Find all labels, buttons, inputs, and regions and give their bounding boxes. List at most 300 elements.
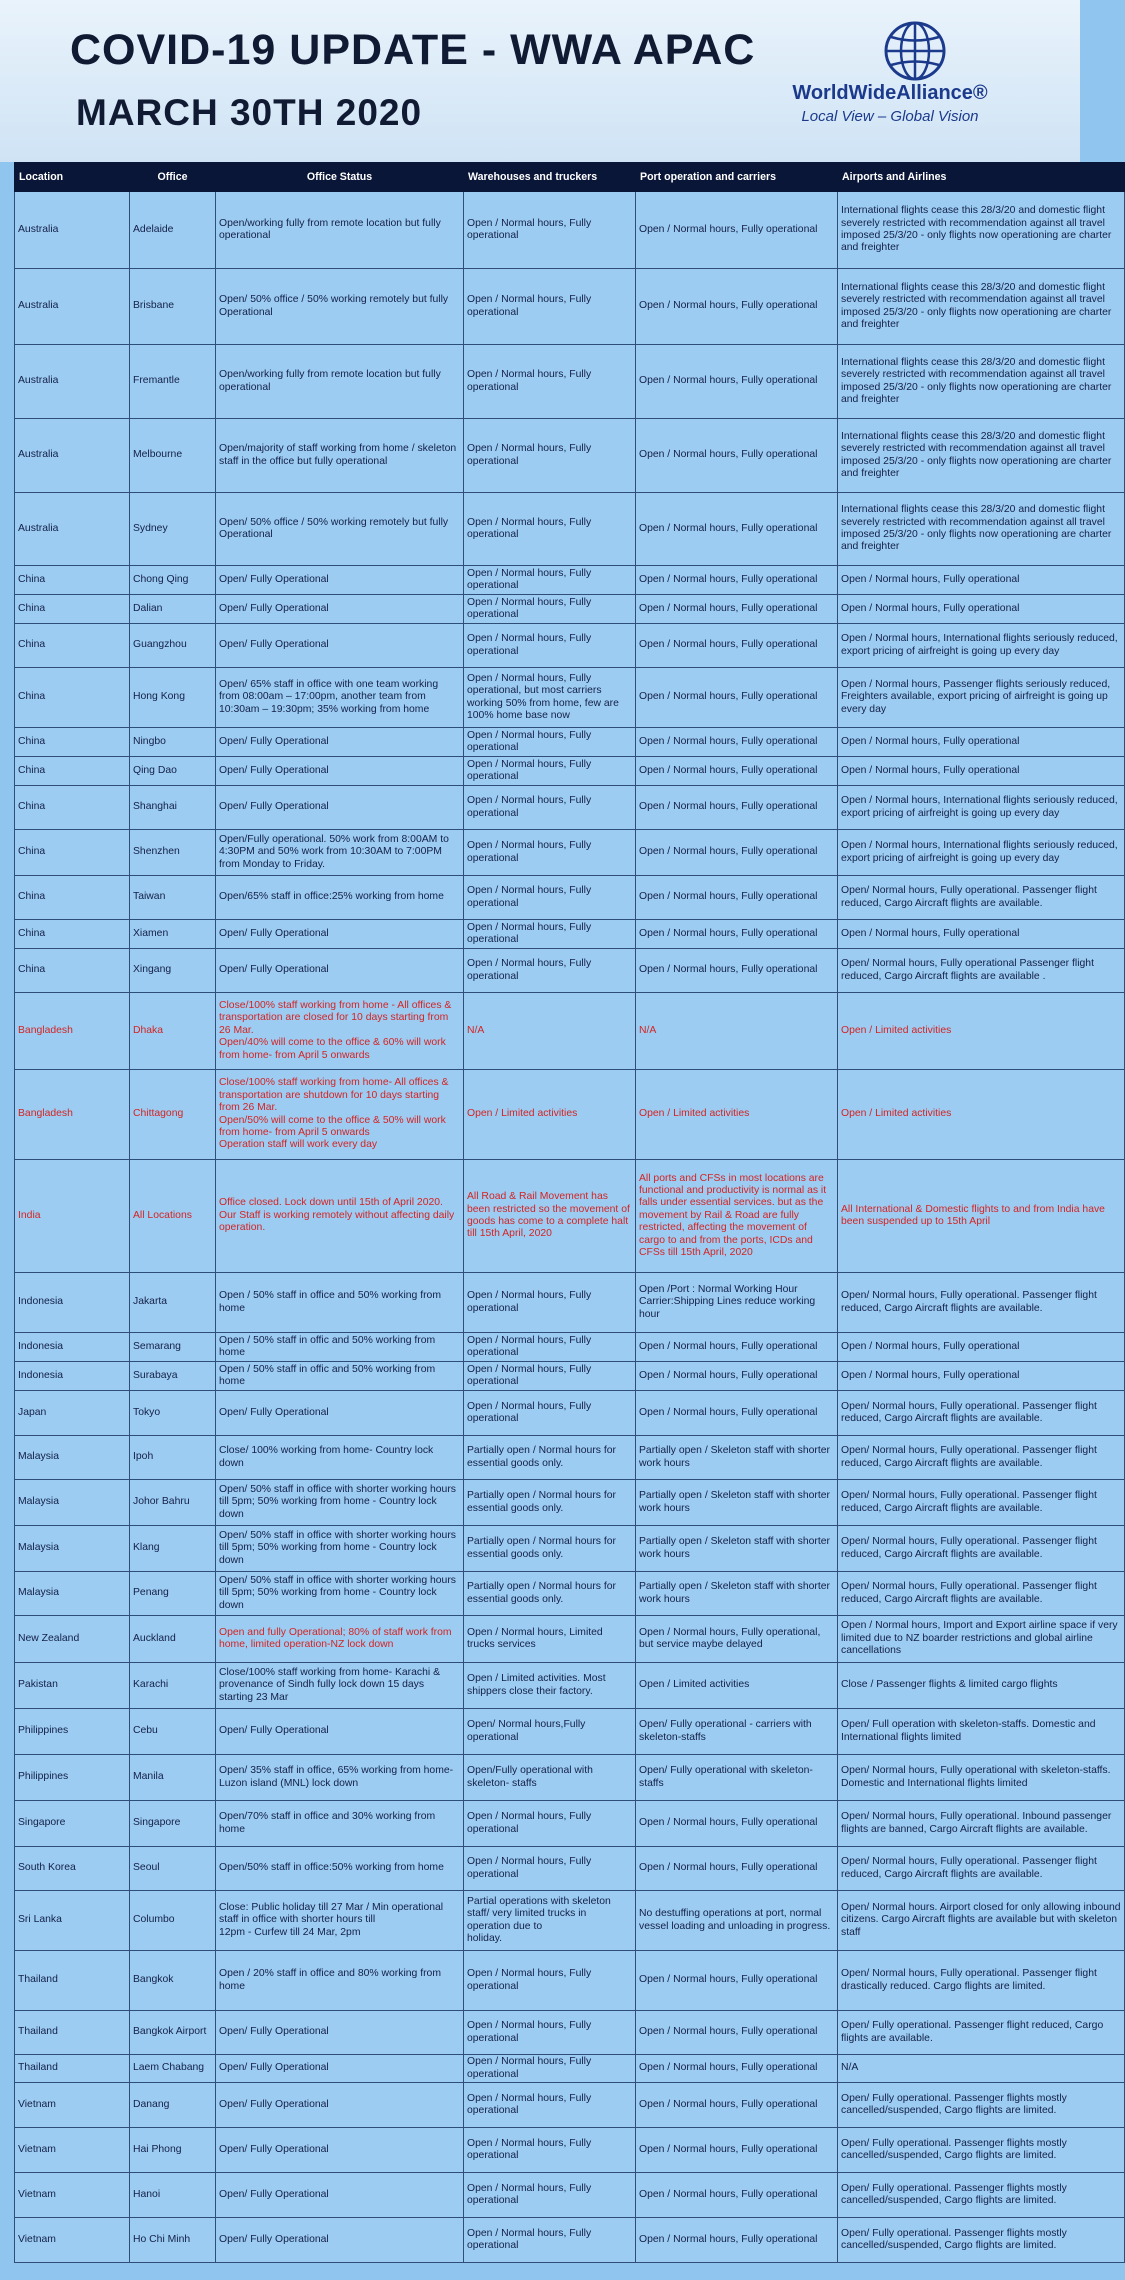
cell-location: Australia [15, 493, 130, 566]
table-body [15, 192, 1125, 2263]
cell-port: Partially open / Skeleton staff with shorter work hours [636, 1480, 838, 1526]
table-row [15, 345, 1125, 419]
cell-office: Guangzhou [130, 624, 216, 668]
cell-airports: International flights cease this 28/3/20 and domestic flight severely restricted with recommendation against all travel imposed 25/3/20 - only flights now operationing are charter and freighter [838, 419, 1125, 493]
cell-location: Indonesia [15, 1362, 130, 1391]
cell-airports: Open/ Normal hours, Fully operational. Passenger flight reduced, Cargo Aircraft flights are available. [838, 1436, 1125, 1480]
cell-airports: Open / Normal hours, Fully operational [838, 1362, 1125, 1391]
cell-location: Pakistan [15, 1663, 130, 1709]
cell-office: Singapore [130, 1801, 216, 1847]
cell-office: Danang [130, 2083, 216, 2128]
cell-location: Vietnam [15, 2173, 130, 2218]
cell-office: Jakarta [130, 1273, 216, 1333]
cell-location: Philippines [15, 1709, 130, 1755]
cell-office-status: Office closed. Lock down until 15th of April 2020. Our Staff is working remotely without affecting daily operation. [216, 1160, 464, 1273]
cell-office: Chittagong [130, 1070, 216, 1160]
cell-airports: Open/ Fully operational. Passenger flights mostly cancelled/suspended, Cargo flights are limited. [838, 2218, 1125, 2263]
cell-port: Open / Normal hours, Fully operational [636, 2011, 838, 2055]
cell-office: Ningbo [130, 728, 216, 757]
cell-location: Thailand [15, 1951, 130, 2011]
cell-office: Semarang [130, 1333, 216, 1362]
cell-port: Open / Normal hours, Fully operational [636, 786, 838, 830]
cell-office-status: Open/ Fully Operational [216, 1709, 464, 1755]
cell-port: Open / Normal hours, Fully operational [636, 949, 838, 993]
cell-warehouses: Open / Normal hours, Fully operational [464, 345, 636, 419]
cell-office-status: Open/ Fully Operational [216, 920, 464, 949]
cell-location: Bangladesh [15, 1070, 130, 1160]
cell-office: Ipoh [130, 1436, 216, 1480]
cell-office-status: Open/ 35% staff in office, 65% working from home- Luzon island (MNL) lock down [216, 1755, 464, 1801]
cell-warehouses: Open / Normal hours, Fully operational [464, 1362, 636, 1391]
cell-airports: Open / Normal hours, Fully operational [838, 728, 1125, 757]
cell-port: Open / Normal hours, Fully operational [636, 269, 838, 345]
cell-port: Open / Normal hours, Fully operational, but service maybe delayed [636, 1616, 838, 1663]
column-header-airports: Airports and Airlines [838, 163, 1125, 192]
cell-location: Vietnam [15, 2083, 130, 2128]
cell-office-status: Open/ Fully Operational [216, 2128, 464, 2173]
cell-office-status: Open/ Fully Operational [216, 757, 464, 786]
cell-warehouses: Open / Normal hours, Fully operational [464, 269, 636, 345]
cell-location: South Korea [15, 1847, 130, 1891]
cell-port: Open / Normal hours, Fully operational [636, 830, 838, 876]
cell-location: China [15, 595, 130, 624]
cell-office-status: Open/ Fully Operational [216, 595, 464, 624]
cell-office: Brisbane [130, 269, 216, 345]
cell-office-status: Open / 50% staff in office and 50% working from home [216, 1273, 464, 1333]
table-row [15, 1847, 1125, 1891]
cell-airports: Open/ Normal hours, Fully operational. Passenger flight reduced, Cargo Aircraft flights are available. [838, 1526, 1125, 1572]
cell-location: China [15, 624, 130, 668]
cell-airports: Open/ Normal hours, Fully operational. Inbound passenger flights are banned, Cargo Aircraft flights are available. [838, 1801, 1125, 1847]
cell-office-status: Open/ 50% staff in office with shorter working hours till 5pm; 50% working from home - Country lock down [216, 1572, 464, 1616]
cell-airports: Open/ Normal hours, Fully operational. Passenger flight drastically reduced. Cargo flights are limited. [838, 1951, 1125, 2011]
cell-port: Open/ Fully operational - carriers with skeleton-staffs [636, 1709, 838, 1755]
cell-office-status: Open and fully Operational; 80% of staff work from home, limited operation-NZ lock down [216, 1616, 464, 1663]
cell-airports: N/A [838, 2055, 1125, 2083]
cell-office: Sydney [130, 493, 216, 566]
table-row [15, 595, 1125, 624]
cell-office-status: Open/ 50% office / 50% working remotely but fully Operational [216, 269, 464, 345]
cell-port: Open / Normal hours, Fully operational [636, 566, 838, 595]
table-row [15, 1362, 1125, 1391]
cell-office-status: Open/50% staff in office:50% working from home [216, 1847, 464, 1891]
cell-airports: Open / Normal hours, International flights seriously reduced, export pricing of airfreight is going up every day [838, 624, 1125, 668]
cell-location: India [15, 1160, 130, 1273]
cell-office-status: Open/ 50% staff in office with shorter working hours till 5pm; 50% working from home - Country lock down [216, 1526, 464, 1572]
cell-port: Open / Normal hours, Fully operational [636, 624, 838, 668]
cell-office-status: Open/ 50% office / 50% working remotely but fully Operational [216, 493, 464, 566]
cell-port: Open/ Fully operational with skeleton-staffs [636, 1755, 838, 1801]
cell-airports: Open/ Normal hours, Fully operational with skeleton-staffs. Domestic and International flights limited [838, 1755, 1125, 1801]
cell-location: Thailand [15, 2055, 130, 2083]
cell-warehouses: Open / Normal hours, Fully operational [464, 2128, 636, 2173]
cell-port: Open / Normal hours, Fully operational [636, 2083, 838, 2128]
table-row [15, 419, 1125, 493]
page-header [0, 0, 1080, 162]
cell-office: Chong Qing [130, 566, 216, 595]
cell-airports: Open/ Normal hours, Fully operational Passenger flight reduced, Cargo Aircraft flights are available . [838, 949, 1125, 993]
cell-warehouses: Open / Normal hours, Fully operational [464, 566, 636, 595]
cell-airports: Open / Normal hours, International flights seriously reduced, export pricing of airfreight is going up every day [838, 830, 1125, 876]
cell-port: Open / Normal hours, Fully operational [636, 2055, 838, 2083]
cell-port: Open / Normal hours, Fully operational [636, 1391, 838, 1436]
cell-office: Cebu [130, 1709, 216, 1755]
cell-airports: International flights cease this 28/3/20 and domestic flight severely restricted with recommendation against all travel imposed 25/3/20 - only flights now operationing are charter and freighter [838, 493, 1125, 566]
cell-office: Manila [130, 1755, 216, 1801]
cell-office: Qing Dao [130, 757, 216, 786]
table-row [15, 2218, 1125, 2263]
cell-airports: Open / Limited activities [838, 993, 1125, 1070]
cell-office: Xiamen [130, 920, 216, 949]
cell-location: Vietnam [15, 2128, 130, 2173]
cell-airports: Open/ Normal hours, Fully operational. Passenger flight reduced, Cargo Aircraft flights are available. [838, 1572, 1125, 1616]
cell-location: Philippines [15, 1755, 130, 1801]
cell-warehouses: Open / Normal hours, Fully operational [464, 2173, 636, 2218]
cell-office: Dalian [130, 595, 216, 624]
brand-logo [770, 18, 1010, 138]
cell-warehouses: Open / Normal hours, Fully operational [464, 624, 636, 668]
table-row [15, 1333, 1125, 1362]
table-row [15, 2055, 1125, 2083]
cell-warehouses: Open / Normal hours, Fully operational [464, 1801, 636, 1847]
cell-office-status: Open/ Fully Operational [216, 786, 464, 830]
cell-office: Shanghai [130, 786, 216, 830]
cell-warehouses: Open / Normal hours, Fully operational [464, 2011, 636, 2055]
cell-port: Open / Normal hours, Fully operational [636, 419, 838, 493]
cell-location: Sri Lanka [15, 1891, 130, 1951]
cell-location: Malaysia [15, 1572, 130, 1616]
cell-port: Open / Normal hours, Fully operational [636, 2218, 838, 2263]
cell-port: Open / Normal hours, Fully operational [636, 2128, 838, 2173]
cell-location: Australia [15, 192, 130, 269]
cell-airports: Open / Normal hours, International flights seriously reduced, export pricing of airfreight is going up every day [838, 786, 1125, 830]
cell-office-status: Open/majority of staff working from home / skeleton staff in the office but fully operational [216, 419, 464, 493]
table-row [15, 1160, 1125, 1273]
column-header-port: Port operation and carriers [636, 163, 838, 192]
cell-port: Open / Normal hours, Fully operational [636, 728, 838, 757]
cell-port: Open / Normal hours, Fully operational [636, 1333, 838, 1362]
cell-location: Australia [15, 419, 130, 493]
cell-office-status: Close: Public holiday till 27 Mar / Min operational staff in office with shorter hours till 12pm - Curfew till 24 Mar, 2pm [216, 1891, 464, 1951]
table-row [15, 1391, 1125, 1436]
cell-office-status: Close/ 100% working from home- Country lock down [216, 1436, 464, 1480]
table-row [15, 1755, 1125, 1801]
cell-office: Columbo [130, 1891, 216, 1951]
cell-office-status: Open/working fully from remote location but fully operational [216, 345, 464, 419]
cell-office: Ho Chi Minh [130, 2218, 216, 2263]
cell-office: Laem Chabang [130, 2055, 216, 2083]
cell-office-status: Close/100% staff working from home - All offices & transportation are closed for 10 days starting from 26 Mar. Open/40% will come to the office & 60% will work from home- from April 5 onwards [216, 993, 464, 1070]
cell-office-status: Open / 50% staff in offic and 50% working from home [216, 1362, 464, 1391]
cell-port: N/A [636, 993, 838, 1070]
cell-office: Bangkok [130, 1951, 216, 2011]
table-row [15, 2173, 1125, 2218]
table-row [15, 493, 1125, 566]
cell-location: China [15, 668, 130, 728]
cell-airports: Open/ Normal hours, Fully operational. Passenger flight reduced, Cargo Aircraft flights are available. [838, 1480, 1125, 1526]
cell-port: Open / Normal hours, Fully operational [636, 493, 838, 566]
cell-location: China [15, 830, 130, 876]
cell-warehouses: Open/Fully operational with skeleton- staffs [464, 1755, 636, 1801]
cell-airports: Open / Normal hours, Fully operational [838, 920, 1125, 949]
cell-location: Bangladesh [15, 993, 130, 1070]
cell-warehouses: Open / Normal hours, Limited trucks services [464, 1616, 636, 1663]
cell-warehouses: Open / Normal hours, Fully operational [464, 757, 636, 786]
cell-port: All ports and CFSs in most locations are functional and productivity is normal as it falls under essential services. but as the movement by Rail & Road are fully restricted, affecting the movement of cargo to and from the ports, ICDs and CFSs till 15th April, 2020 [636, 1160, 838, 1273]
cell-office: All Locations [130, 1160, 216, 1273]
table-row [15, 1436, 1125, 1480]
cell-warehouses: Open / Normal hours, Fully operational [464, 876, 636, 920]
cell-office-status: Open/working fully from remote location but fully operational [216, 192, 464, 269]
cell-location: China [15, 757, 130, 786]
cell-airports: International flights cease this 28/3/20 and domestic flight severely restricted with recommendation against all travel imposed 25/3/20 - only flights now operationing are charter and freighter [838, 192, 1125, 269]
cell-airports: Open/ Normal hours, Fully operational. Passenger flight reduced, Cargo Aircraft flights are available. [838, 876, 1125, 920]
cell-office: Surabaya [130, 1362, 216, 1391]
status-table [14, 162, 1125, 2263]
cell-location: Indonesia [15, 1333, 130, 1362]
cell-airports: Open/ Fully operational. Passenger flight reduced, Cargo flights are available. [838, 2011, 1125, 2055]
cell-office: Karachi [130, 1663, 216, 1709]
cell-warehouses: Open / Normal hours, Fully operational [464, 2218, 636, 2263]
cell-airports: Open / Limited activities [838, 1070, 1125, 1160]
column-header-office: Office [130, 163, 216, 192]
table-row [15, 624, 1125, 668]
cell-airports: Open / Normal hours, Passenger flights seriously reduced, Freighters available, export pricing of airfreight is going up every day [838, 668, 1125, 728]
cell-office: Taiwan [130, 876, 216, 920]
table-row [15, 2083, 1125, 2128]
cell-port: Open /Port : Normal Working Hour Carrier:Shipping Lines reduce working hour [636, 1273, 838, 1333]
cell-port: Partially open / Skeleton staff with shorter work hours [636, 1436, 838, 1480]
page-date: MARCH 30TH 2020 [76, 92, 423, 133]
column-header-office-status: Office Status [216, 163, 464, 192]
table-row [15, 786, 1125, 830]
cell-office-status: Open/Fully operational. 50% work from 8:00AM to 4:30PM and 50% work from 10:30AM to 7:00PM from Monday to Friday. [216, 830, 464, 876]
cell-location: China [15, 566, 130, 595]
table-row [15, 757, 1125, 786]
cell-port: Open / Normal hours, Fully operational [636, 920, 838, 949]
cell-office-status: Open/ 50% staff in office with shorter working hours till 5pm; 50% working from home - Country lock down [216, 1480, 464, 1526]
cell-airports: Close / Passenger flights & limited cargo flights [838, 1663, 1125, 1709]
cell-location: China [15, 786, 130, 830]
cell-office-status: Open/ 65% staff in office with one team working from 08:00am – 17:00pm, another team from 10:30am – 19:30pm; 35% working from home [216, 668, 464, 728]
cell-location: Vietnam [15, 2218, 130, 2263]
cell-warehouses: Open / Normal hours, Fully operational [464, 728, 636, 757]
cell-office-status: Open / 50% staff in offic and 50% working from home [216, 1333, 464, 1362]
cell-office: Adelaide [130, 192, 216, 269]
cell-office: Johor Bahru [130, 1480, 216, 1526]
table-row [15, 1480, 1125, 1526]
cell-warehouses: Open / Normal hours, Fully operational [464, 192, 636, 269]
cell-airports: Open/ Fully operational. Passenger flights mostly cancelled/suspended, Cargo flights are limited. [838, 2173, 1125, 2218]
column-header-warehouses: Warehouses and truckers [464, 163, 636, 192]
cell-warehouses: Open / Normal hours, Fully operational [464, 1333, 636, 1362]
cell-warehouses: Open / Normal hours, Fully operational [464, 786, 636, 830]
table-row [15, 269, 1125, 345]
cell-airports: Open/ Normal hours. Airport closed for only allowing inbound citizens. Cargo Aircraft flights are available but with skeleton staff [838, 1891, 1125, 1951]
column-header-location: Location [15, 163, 130, 192]
cell-office: Shenzhen [130, 830, 216, 876]
cell-office-status: Open/ Fully Operational [216, 566, 464, 595]
cell-warehouses: Open / Normal hours, Fully operational [464, 419, 636, 493]
cell-location: China [15, 920, 130, 949]
cell-location: Australia [15, 345, 130, 419]
cell-location: Australia [15, 269, 130, 345]
cell-office-status: Open/ Fully Operational [216, 949, 464, 993]
cell-port: Open / Normal hours, Fully operational [636, 2173, 838, 2218]
cell-office: Hai Phong [130, 2128, 216, 2173]
table-row [15, 1273, 1125, 1333]
cell-warehouses: Partially open / Normal hours for essential goods only. [464, 1572, 636, 1616]
cell-location: Malaysia [15, 1480, 130, 1526]
cell-airports: Open/ Normal hours, Fully operational. Passenger flight reduced, Cargo Aircraft flights are available. [838, 1847, 1125, 1891]
cell-airports: Open/ Normal hours, Fully operational. Passenger flight reduced, Cargo Aircraft flights are available. [838, 1391, 1125, 1436]
cell-airports: Open/ Fully operational. Passenger flights mostly cancelled/suspended, Cargo flights are limited. [838, 2128, 1125, 2173]
cell-office-status: Open/70% staff in office and 30% working from home [216, 1801, 464, 1847]
cell-location: China [15, 949, 130, 993]
cell-port: Open / Normal hours, Fully operational [636, 1847, 838, 1891]
cell-warehouses: Open / Normal hours, Fully operational [464, 493, 636, 566]
cell-location: China [15, 876, 130, 920]
cell-office: Xingang [130, 949, 216, 993]
table-row [15, 1709, 1125, 1755]
cell-office: Penang [130, 1572, 216, 1616]
table-row [15, 668, 1125, 728]
cell-warehouses: Open / Normal hours, Fully operational [464, 920, 636, 949]
cell-airports: Open / Normal hours, Fully operational [838, 1333, 1125, 1362]
cell-location: Japan [15, 1391, 130, 1436]
cell-warehouses: All Road & Rail Movement has been restricted so the movement of goods has come to a complete halt till 15th April, 2020 [464, 1160, 636, 1273]
table-row [15, 949, 1125, 993]
cell-office-status: Close/100% staff working from home- Karachi & provenance of Sindh fully lock down 15 days starting 23 Mar [216, 1663, 464, 1709]
table-row [15, 1070, 1125, 1160]
cell-port: Partially open / Skeleton staff with shorter work hours [636, 1526, 838, 1572]
cell-location: Singapore [15, 1801, 130, 1847]
cell-warehouses: Open/ Normal hours,Fully operational [464, 1709, 636, 1755]
cell-airports: Open/ Normal hours, Fully operational. Passenger flight reduced, Cargo Aircraft flights are available. [838, 1273, 1125, 1333]
table-row [15, 830, 1125, 876]
cell-port: Open / Normal hours, Fully operational [636, 1951, 838, 2011]
cell-airports: Open / Normal hours, Import and Export airline space if very limited due to NZ boarder restrictions and global airline cancellations [838, 1616, 1125, 1663]
cell-airports: Open / Normal hours, Fully operational [838, 566, 1125, 595]
cell-office: Tokyo [130, 1391, 216, 1436]
cell-port: Open / Limited activities [636, 1663, 838, 1709]
cell-office-status: Open/ Fully Operational [216, 2218, 464, 2263]
table-row [15, 920, 1125, 949]
globe-icon [883, 20, 947, 82]
table-row [15, 1951, 1125, 2011]
cell-warehouses: N/A [464, 993, 636, 1070]
table-row [15, 2128, 1125, 2173]
cell-office-status: Open/65% staff in office:25% working from home [216, 876, 464, 920]
cell-office: Dhaka [130, 993, 216, 1070]
cell-office-status: Open/ Fully Operational [216, 2173, 464, 2218]
cell-warehouses: Open / Normal hours, Fully operational [464, 830, 636, 876]
cell-warehouses: Open / Normal hours, Fully operational [464, 949, 636, 993]
cell-office-status: Open/ Fully Operational [216, 2011, 464, 2055]
table-row [15, 1526, 1125, 1572]
cell-airports: International flights cease this 28/3/20 and domestic flight severely restricted with recommendation against all travel imposed 25/3/20 - only flights now operationing are charter and freighter [838, 269, 1125, 345]
cell-office-status: Open/ Fully Operational [216, 624, 464, 668]
cell-office: Hong Kong [130, 668, 216, 728]
cell-port: Open / Normal hours, Fully operational [636, 192, 838, 269]
cell-warehouses: Open / Normal hours, Fully operational [464, 1273, 636, 1333]
table-header-row [15, 163, 1125, 192]
cell-location: Malaysia [15, 1526, 130, 1572]
cell-port: Open / Limited activities [636, 1070, 838, 1160]
cell-warehouses: Open / Normal hours, Fully operational [464, 1847, 636, 1891]
cell-office: Auckland [130, 1616, 216, 1663]
cell-airports: All International & Domestic flights to and from India have been suspended up to 15th April [838, 1160, 1125, 1273]
cell-location: China [15, 728, 130, 757]
cell-airports: Open/ Fully operational. Passenger flights mostly cancelled/suspended, Cargo flights are limited. [838, 2083, 1125, 2128]
table-row [15, 566, 1125, 595]
table-row [15, 192, 1125, 269]
cell-port: Open / Normal hours, Fully operational [636, 757, 838, 786]
cell-airports: Open / Normal hours, Fully operational [838, 595, 1125, 624]
cell-port: Open / Normal hours, Fully operational [636, 668, 838, 728]
table-row [15, 993, 1125, 1070]
table-row [15, 1801, 1125, 1847]
cell-port: Open / Normal hours, Fully operational [636, 1362, 838, 1391]
cell-warehouses: Open / Normal hours, Fully operational [464, 1391, 636, 1436]
cell-office: Hanoi [130, 2173, 216, 2218]
cell-warehouses: Partially open / Normal hours for essential goods only. [464, 1436, 636, 1480]
cell-port: Open / Normal hours, Fully operational [636, 345, 838, 419]
cell-port: Partially open / Skeleton staff with shorter work hours [636, 1572, 838, 1616]
cell-airports: Open / Normal hours, Fully operational [838, 757, 1125, 786]
cell-warehouses: Open / Normal hours, Fully operational [464, 2083, 636, 2128]
brand-name: WorldWideAlliance® [792, 82, 988, 104]
brand-tagline: Local View – Global Vision [801, 108, 979, 125]
cell-office-status: Open / 20% staff in office and 80% working from home [216, 1951, 464, 2011]
cell-office: Seoul [130, 1847, 216, 1891]
cell-warehouses: Open / Normal hours, Fully operational [464, 2055, 636, 2083]
cell-port: Open / Normal hours, Fully operational [636, 876, 838, 920]
cell-office: Fremantle [130, 345, 216, 419]
cell-port: No destuffing operations at port, normal vessel loading and unloading in progress. [636, 1891, 838, 1951]
table-row [15, 1572, 1125, 1616]
cell-location: New Zealand [15, 1616, 130, 1663]
cell-warehouses: Open / Normal hours, Fully operational [464, 595, 636, 624]
cell-port: Open / Normal hours, Fully operational [636, 1801, 838, 1847]
cell-location: Thailand [15, 2011, 130, 2055]
table-row [15, 1663, 1125, 1709]
cell-warehouses: Open / Limited activities. Most shippers close their factory. [464, 1663, 636, 1709]
table-row [15, 1616, 1125, 1663]
cell-office-status: Open/ Fully Operational [216, 2083, 464, 2128]
table-row [15, 1891, 1125, 1951]
cell-office: Bangkok Airport [130, 2011, 216, 2055]
table-row [15, 2011, 1125, 2055]
table-row [15, 876, 1125, 920]
cell-office: Klang [130, 1526, 216, 1572]
page-title: COVID-19 UPDATE - WWA APAC [70, 26, 756, 74]
cell-warehouses: Partially open / Normal hours for essential goods only. [464, 1526, 636, 1572]
cell-office-status: Open/ Fully Operational [216, 1391, 464, 1436]
cell-port: Open / Normal hours, Fully operational [636, 595, 838, 624]
cell-office: Melbourne [130, 419, 216, 493]
cell-location: Indonesia [15, 1273, 130, 1333]
cell-office-status: Open/ Fully Operational [216, 728, 464, 757]
cell-warehouses: Open / Limited activities [464, 1070, 636, 1160]
cell-warehouses: Partial operations with skeleton staff/ very limited trucks in operation due to holiday. [464, 1891, 636, 1951]
cell-location: Malaysia [15, 1436, 130, 1480]
cell-warehouses: Open / Normal hours, Fully operational, but most carriers working 50% from home, few are 100% home base now [464, 668, 636, 728]
cell-office-status: Close/100% staff working from home- All offices & transportation are shutdown for 10 days starting from 26 Mar. Open/50% will come to the office & 50% will work from home- from April 5 onwards Operation staff will work every day [216, 1070, 464, 1160]
table-row [15, 728, 1125, 757]
cell-warehouses: Partially open / Normal hours for essential goods only. [464, 1480, 636, 1526]
cell-warehouses: Open / Normal hours, Fully operational [464, 1951, 636, 2011]
